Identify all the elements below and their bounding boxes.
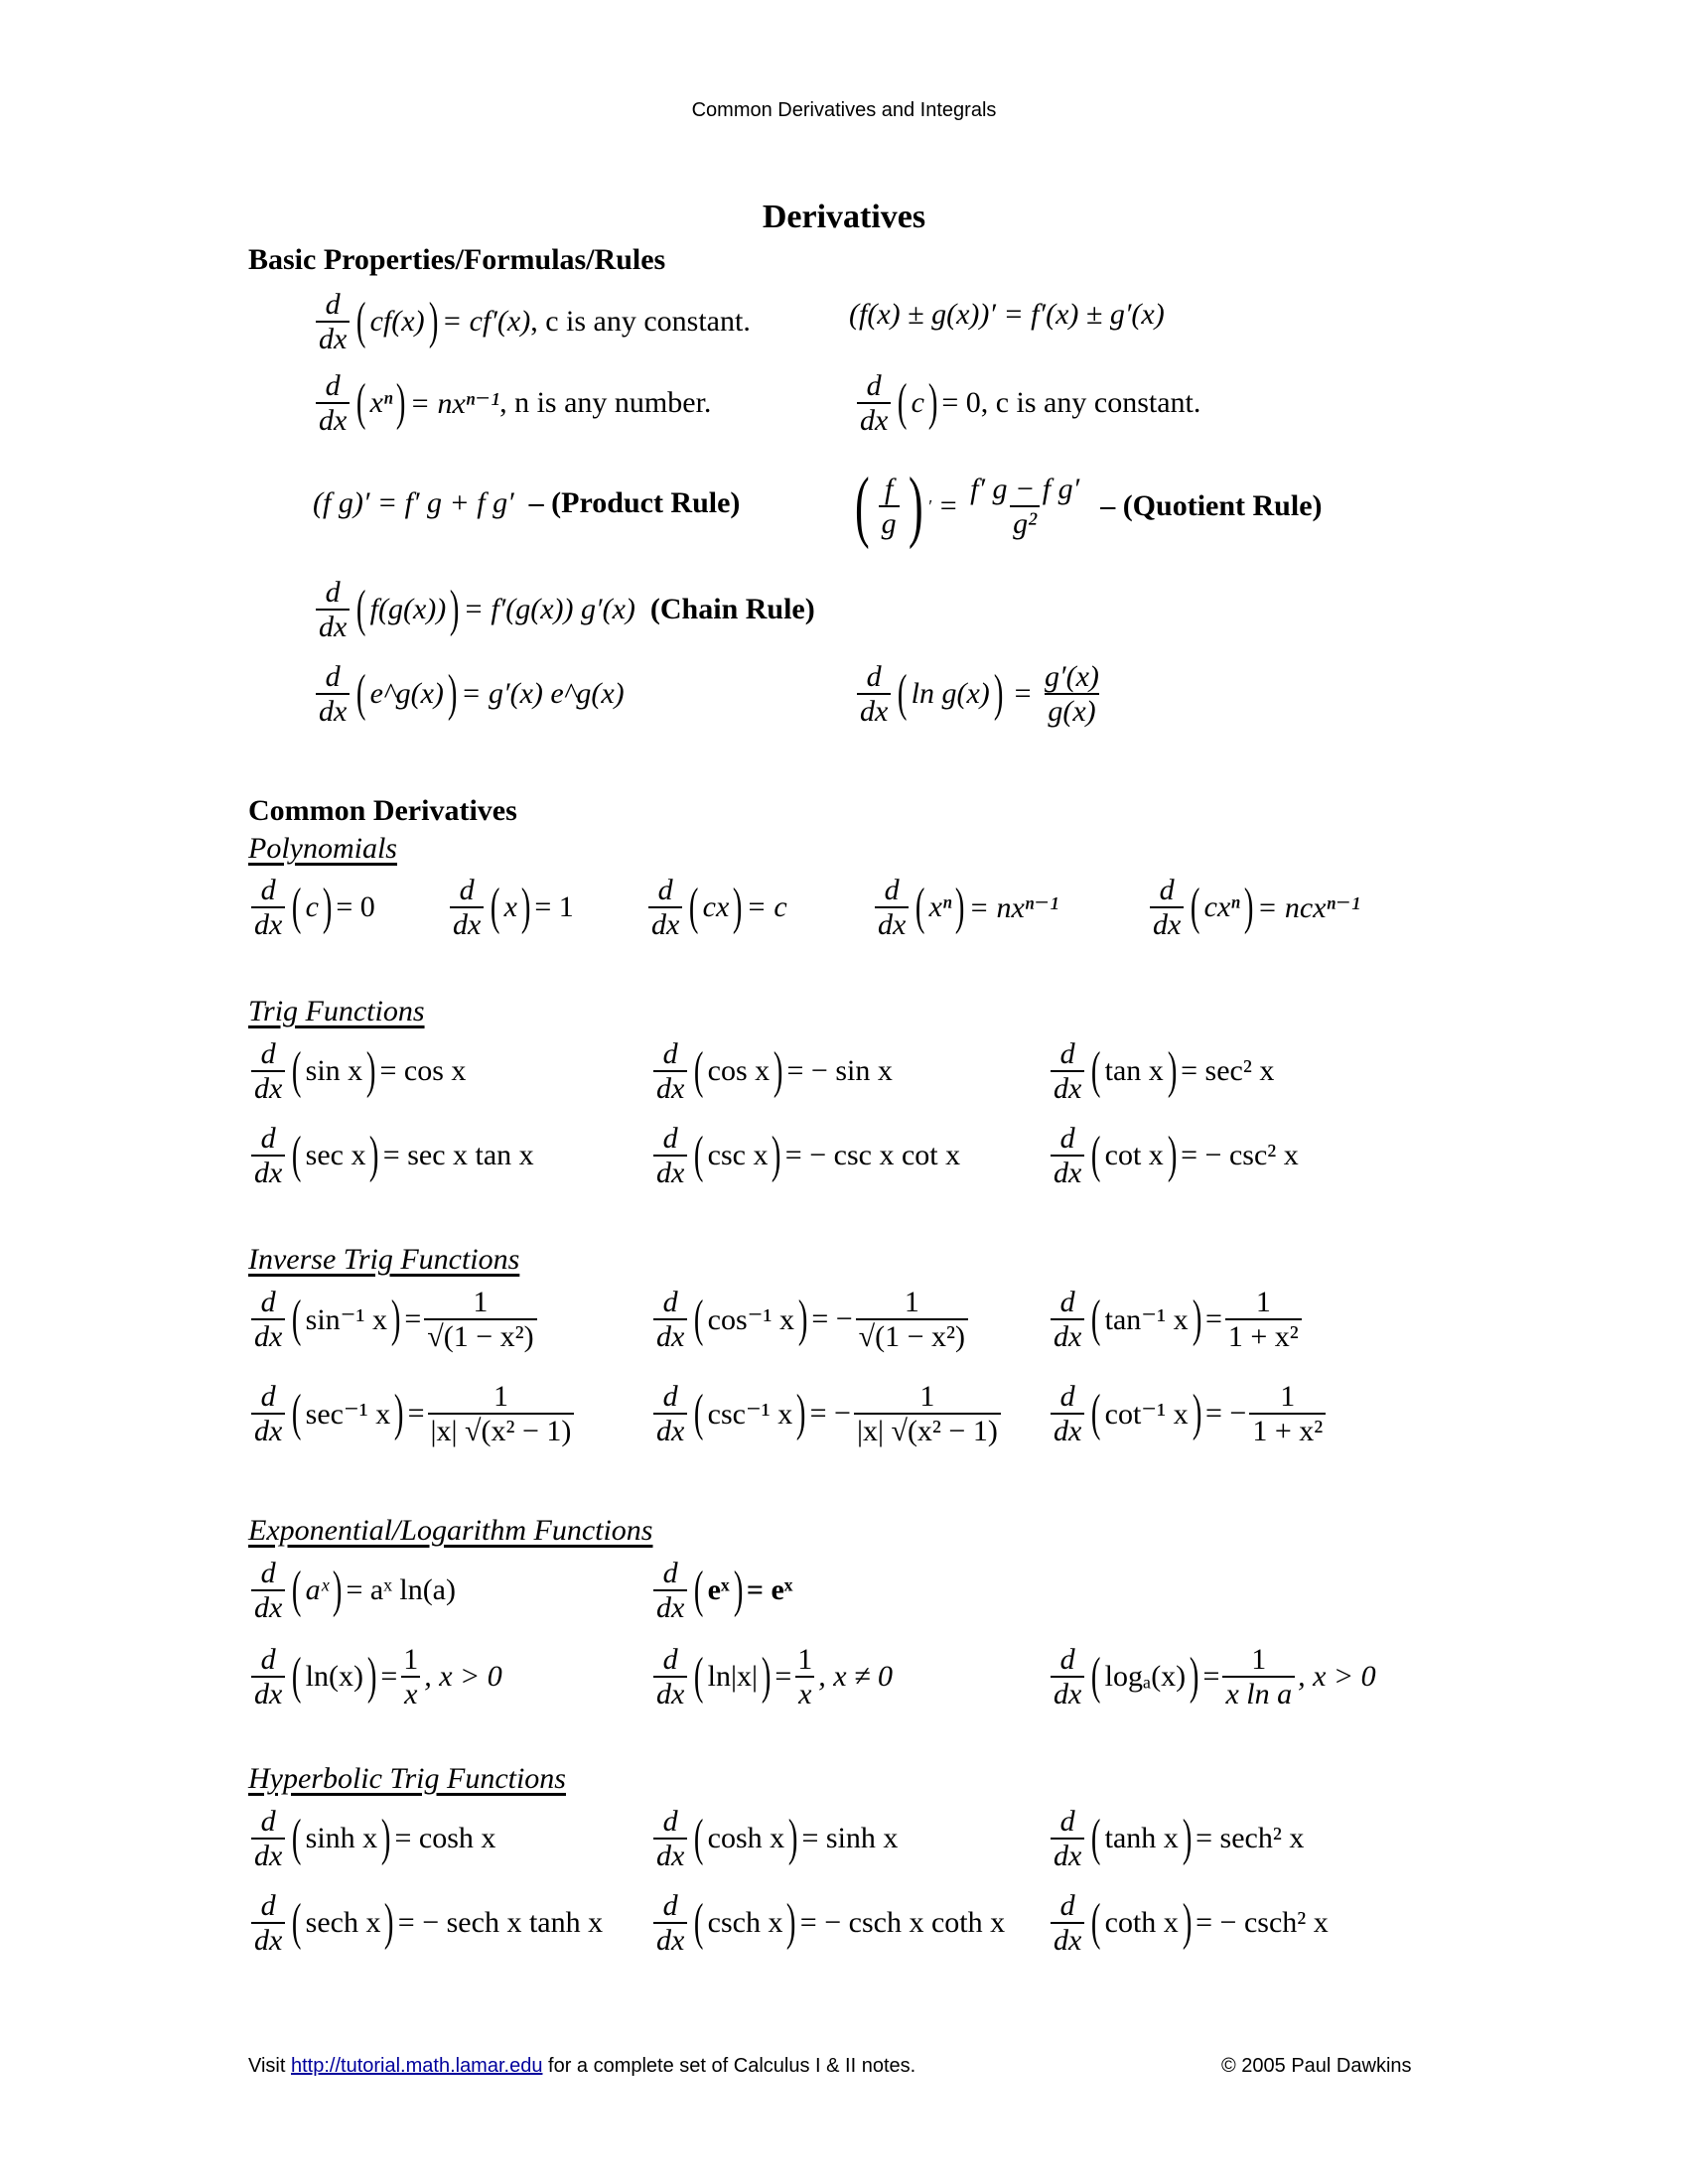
formula-sum-rule: (f(x) ± g(x))′ = f′(x) ± g′(x) bbox=[849, 298, 1165, 331]
inv-trig-formula-arccsc: $\frac{d}{dx}$ ( csc⁻¹ x ) = − $\frac{1}{\text{|x| √(x² − 1)}}$ bbox=[650, 1380, 1004, 1447]
trig-formula-tan: $\frac{d}{dx}$ ( tan x ) = sec² x bbox=[1048, 1037, 1274, 1105]
inv-trig-formula-arccot: $\frac{d}{dx}$ ( cot⁻¹ x ) = − $\frac{1}{\text{1 + x²}}$ bbox=[1048, 1380, 1329, 1447]
footer-visit-text: Visit bbox=[248, 2055, 291, 2077]
ddx-operator: $\frac{d}{dx}$ bbox=[316, 288, 350, 355]
basic-properties-heading: Basic Properties/Formulas/Rules bbox=[248, 243, 666, 276]
poly-formula-5: $\frac{d}{dx}$ ( cxⁿ ) = ncxⁿ⁻¹ bbox=[1147, 874, 1360, 941]
formula-exp-chain: $\frac{d}{dx}$ ( e^g(x) ) = g′(x) e^g(x) bbox=[313, 660, 625, 728]
log-formula-ln-abs: $\frac{d}{dx}$ ( ln|x| ) = $\frac{1}{x}$ , x ≠ 0 bbox=[650, 1643, 893, 1710]
footer-notes-text: for a complete set of Calculus I & II notes. bbox=[542, 2055, 916, 2077]
formula-chain-rule: $\frac{d}{dx}$ ( f(g(x)) ) = f′(g(x)) g′(x) (Chain Rule) bbox=[313, 576, 815, 643]
exp-formula-e-power: $\frac{d}{dx}$ ( eˣ ) = eˣ bbox=[650, 1557, 792, 1624]
inv-trig-formula-arcsin: $\frac{d}{dx}$ ( sin⁻¹ x ) = $\frac{1}{\text{√(1 − x²)}}$ bbox=[248, 1286, 540, 1353]
poly-formula-1: $\frac{d}{dx}$ ( c ) = 0 bbox=[248, 874, 375, 941]
inv-trig-formula-arccos: $\frac{d}{dx}$ ( cos⁻¹ x ) = − $\frac{1}{\text{√(1 − x²)}}$ bbox=[650, 1286, 971, 1353]
hyp-formula-tanh: $\frac{d}{dx}$ ( tanh x ) = sech² x bbox=[1048, 1805, 1304, 1872]
formula-power-rule: $\frac{d}{dx}$ ( xⁿ ) = nxⁿ⁻¹ , n is any number. bbox=[313, 369, 711, 437]
formula-constant-multiple: $\frac{d}{dx}$ ( cf(x) ) = cf′(x) , c is any constant. bbox=[313, 288, 751, 355]
page-header: Common Derivatives and Integrals bbox=[691, 99, 997, 121]
trig-heading: Trig Functions bbox=[248, 995, 425, 1027]
poly-formula-2: $\frac{d}{dx}$ ( x ) = 1 bbox=[447, 874, 574, 941]
exp-log-heading: Exponential/Logarithm Functions bbox=[248, 1514, 653, 1547]
trig-formula-cos: $\frac{d}{dx}$ ( cos x ) = − sin x bbox=[650, 1037, 893, 1105]
poly-formula-3: $\frac{d}{dx}$ ( cx ) = c bbox=[645, 874, 787, 941]
trig-formula-cot: $\frac{d}{dx}$ ( cot x ) = − csc² x bbox=[1048, 1122, 1299, 1189]
formula-quotient-rule: ( $\frac{f}{g}$ ) ′ = $\frac{\text{f′ g − f g′}}{\text{g²}}$ – (Quotient Rule) bbox=[854, 463, 1323, 550]
trig-formula-csc: $\frac{d}{dx}$ ( csc x ) = − csc x cot x bbox=[650, 1122, 960, 1189]
hyp-formula-coth: $\frac{d}{dx}$ ( coth x ) = − csch² x bbox=[1048, 1889, 1329, 1957]
hyp-formula-sinh: $\frac{d}{dx}$ ( sinh x ) = cosh x bbox=[248, 1805, 495, 1872]
formula-constant-derivative: $\frac{d}{dx}$ ( c ) = 0 , c is any constant. bbox=[854, 369, 1200, 437]
log-formula-ln: $\frac{d}{dx}$ ( ln(x) ) = $\frac{1}{x}$ , x > 0 bbox=[248, 1643, 502, 1710]
tutorial-link[interactable]: http://tutorial.math.lamar.edu bbox=[290, 2055, 543, 2077]
copyright-notice: © 2005 Paul Dawkins bbox=[1221, 2055, 1412, 2077]
hyperbolic-heading: Hyperbolic Trig Functions bbox=[248, 1762, 566, 1795]
inverse-trig-heading: Inverse Trig Functions bbox=[248, 1243, 520, 1276]
trig-formula-sec: $\frac{d}{dx}$ ( sec x ) = sec x tan x bbox=[248, 1122, 534, 1189]
poly-formula-4: $\frac{d}{dx}$ ( xⁿ ) = nxⁿ⁻¹ bbox=[872, 874, 1058, 941]
common-derivatives-heading: Common Derivatives bbox=[248, 794, 517, 827]
exp-formula-a-power: $\frac{d}{dx}$ ( aˣ ) = aˣ ln(a) bbox=[248, 1557, 456, 1624]
formula-product-rule: (f g)′ = f′ g + f g′ – (Product Rule) bbox=[313, 486, 741, 519]
hyp-formula-sech: $\frac{d}{dx}$ ( sech x ) = − sech x tanh x bbox=[248, 1889, 603, 1957]
log-formula-log-base-a: $\frac{d}{dx}$ ( logₐ(x) ) = $\frac{1}{\text{x ln a}}$ , x > 0 bbox=[1048, 1643, 1376, 1710]
page-title: Derivatives bbox=[762, 199, 926, 235]
hyp-formula-csch: $\frac{d}{dx}$ ( csch x ) = − csch x coth x bbox=[650, 1889, 1005, 1957]
hyp-formula-cosh: $\frac{d}{dx}$ ( cosh x ) = sinh x bbox=[650, 1805, 898, 1872]
page-footer bbox=[248, 2055, 1440, 2078]
formula-ln-chain: $\frac{d}{dx}$ ( ln g(x) ) = $\frac{g'(x)}{g(x)}$ bbox=[854, 660, 1105, 728]
polynomials-heading: Polynomials bbox=[248, 832, 397, 865]
trig-formula-sin: $\frac{d}{dx}$ ( sin x ) = cos x bbox=[248, 1037, 466, 1105]
inv-trig-formula-arcsec: $\frac{d}{dx}$ ( sec⁻¹ x ) = $\frac{1}{\text{|x| √(x² − 1)}}$ bbox=[248, 1380, 577, 1447]
inv-trig-formula-arctan: $\frac{d}{dx}$ ( tan⁻¹ x ) = $\frac{1}{\text{1 + x²}}$ bbox=[1048, 1286, 1305, 1353]
